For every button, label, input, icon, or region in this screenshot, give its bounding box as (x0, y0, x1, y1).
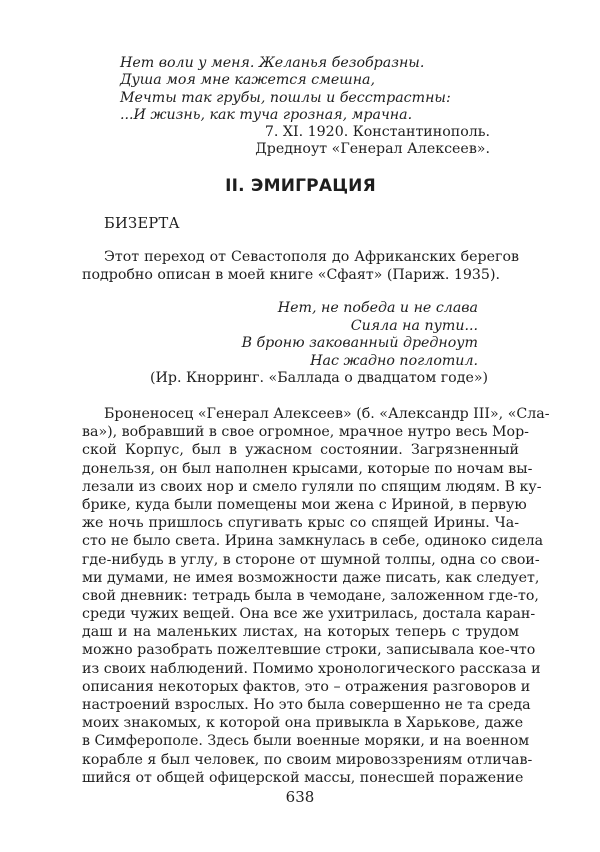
poem-line: Мечты так грубы, пошлы и бесстрастны: (120, 89, 451, 106)
body-line: ской Корпус, был в ужасном состоянии. Загрязненный (82, 442, 519, 459)
body-line: моих знакомых, к которой она привыкла в Харькове, даже (82, 715, 524, 732)
poem-date-place: 7. XI. 1920. Константинополь. (264, 124, 490, 141)
poem-line: ...И жизнь, как туча грозная, мрачна. (120, 106, 413, 123)
body-line: из своих наблюдений. Помимо хронологического рассказа и (82, 660, 541, 677)
body-line: в Симферополе. Здесь были военные моряки, и на военном (82, 733, 530, 750)
poem-line: Душа моя мне кажется смешна, (120, 72, 376, 89)
epigraph (150, 300, 489, 388)
body-line: можно разобрать пожелтевшие строки, записывала кое-что (82, 642, 536, 659)
page-number: 638 (285, 788, 315, 806)
poem-ship: Дредноут «Генерал Алексеев». (255, 141, 490, 158)
body-line: настроений взрослых. Но это была совершенно не та среда (82, 697, 531, 713)
epigraph-line: Сияла на пути... (350, 317, 478, 334)
body-line: корабле я был человек, по своим мировоззрениям отличав- (82, 751, 533, 768)
closing-poem (120, 55, 490, 159)
section-title: II. ЭМИГРАЦИЯ (225, 176, 376, 196)
body-line: даш и на маленьких листах, на которых теперь с трудом (82, 624, 519, 641)
epigraph-attribution: (Ир. Кнорринг. «Баллада о двадцатом годе») (150, 370, 489, 387)
body-line: брике, куда были помещены мои жена с Ириной, в первую (82, 496, 527, 513)
body-line: описания некоторых фактов, это – отражения разговоров и (82, 678, 531, 695)
body-line: же ночь пришлось спугивать крыс со спящей Ирины. Ча- (82, 515, 519, 532)
epigraph-line: Нет, не победа и не слава (277, 300, 478, 316)
body-line: донельзя, он был наполнен крысами, которые по ночам вы- (82, 460, 533, 477)
body-line: ми думами, не имея возможности даже писать, как следует, (82, 569, 540, 586)
body-line: шийся от общей офицерской массы, понесшей поражение (82, 769, 524, 786)
body-line: Броненосец «Генерал Алексеев» (б. «Александр III», «Сла- (104, 406, 550, 422)
subheading: БИЗЕРТА (104, 215, 180, 232)
body-line: сто не было света. Ирина замкнулась в себе, одиноко сидела (82, 533, 544, 550)
body-line: где-нибудь в углу, в стороне от шумной толпы, одна со свои- (82, 551, 540, 568)
body-paragraph (82, 405, 550, 787)
body-line: свой дневник: тетрадь была в чемодане, заложенном где-то, (82, 587, 539, 604)
epigraph-line: В броню закованный дредноут (241, 335, 478, 352)
body-line: ва»), вобравший в свое огромное, мрачное нутро весь Мор- (82, 424, 529, 441)
epigraph-line: Нас жадно поглотил. (310, 352, 478, 369)
body-line: лезали из своих нор и смело гуляли по спящим людям. В ку- (82, 478, 542, 495)
poem-line: Нет воли у меня. Желанья безобразны. (120, 55, 425, 71)
intro-paragraph: Этот переход от Севастополя до Африканских берегов подробно описан в моей книге «Сфаят» (Париж. 1935). (82, 249, 519, 283)
body-line: среди чужих вещей. Она все же ухитрилась, достала каран- (82, 606, 536, 623)
